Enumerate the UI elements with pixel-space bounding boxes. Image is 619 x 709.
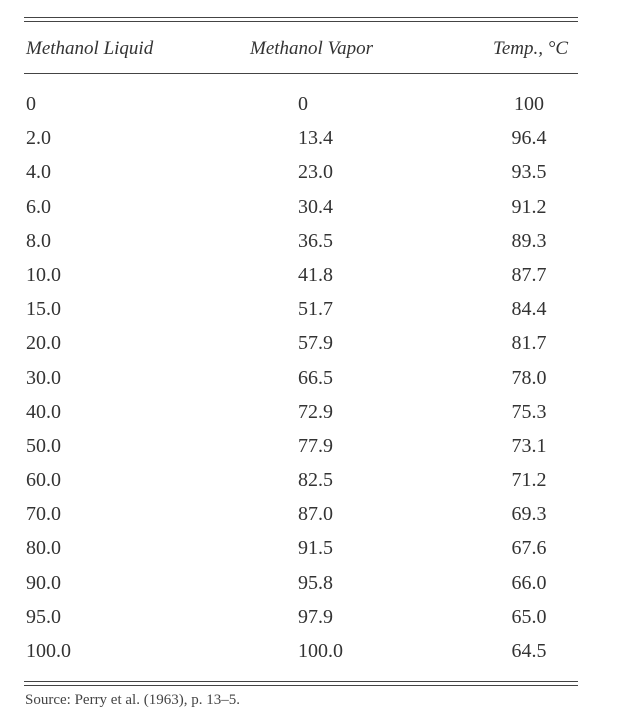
table-row (24, 229, 578, 263)
table-row (24, 434, 578, 468)
cell-temperature: 67.6 (511, 537, 547, 560)
cell-temperature: 73.1 (511, 434, 547, 457)
cell-methanol-vapor: 72.9 (298, 400, 333, 423)
cell-temperature: 89.3 (511, 229, 547, 252)
bottom-double-rule (24, 681, 578, 686)
cell-methanol-liquid: 100.0 (26, 640, 71, 662)
cell-methanol-liquid: 95.0 (26, 605, 61, 628)
cell-temperature: 64.5 (511, 640, 547, 662)
table-body (24, 74, 578, 681)
header-temperature: Temp., °C (493, 38, 568, 59)
table-row (24, 639, 578, 673)
cell-methanol-liquid: 6.0 (26, 195, 51, 218)
cell-methanol-liquid: 30.0 (26, 366, 61, 389)
cell-methanol-liquid: 8.0 (26, 229, 51, 252)
cell-methanol-vapor: 57.9 (298, 332, 333, 355)
cell-methanol-vapor: 91.5 (298, 537, 333, 560)
cell-methanol-vapor: 0 (298, 93, 308, 115)
cell-temperature: 84.4 (511, 298, 547, 321)
cell-methanol-vapor: 13.4 (298, 127, 333, 150)
header-methanol-liquid: Methanol Liquid (26, 38, 154, 59)
cell-methanol-liquid: 10.0 (26, 263, 61, 286)
cell-temperature: 66.0 (511, 571, 547, 594)
data-table (24, 17, 578, 686)
cell-methanol-liquid: 80.0 (26, 537, 61, 560)
cell-methanol-vapor: 36.5 (298, 229, 333, 252)
table-row (24, 400, 578, 434)
cell-methanol-liquid: 2.0 (26, 127, 51, 150)
table-row (24, 605, 578, 639)
table-row (24, 502, 578, 536)
cell-temperature: 81.7 (511, 332, 547, 355)
table-row (24, 468, 578, 502)
cell-methanol-vapor: 77.9 (298, 434, 333, 457)
cell-temperature: 65.0 (511, 605, 547, 628)
cell-methanol-liquid: 40.0 (26, 400, 61, 423)
cell-temperature: 100 (514, 93, 544, 115)
cell-temperature: 96.4 (511, 127, 547, 150)
cell-methanol-liquid: 20.0 (26, 332, 61, 355)
cell-temperature: 91.2 (511, 195, 547, 218)
cell-temperature: 78.0 (511, 366, 547, 389)
cell-temperature: 71.2 (511, 469, 547, 492)
cell-methanol-liquid: 50.0 (26, 434, 61, 457)
source-note: Source: Perry et al. (1963), p. 13–5. (25, 692, 240, 708)
cell-methanol-liquid: 15.0 (26, 298, 61, 321)
cell-methanol-liquid: 4.0 (26, 161, 51, 184)
cell-methanol-vapor: 41.8 (298, 263, 333, 286)
cell-methanol-vapor: 87.0 (298, 503, 333, 526)
cell-methanol-vapor: 95.8 (298, 571, 333, 594)
cell-methanol-liquid: 70.0 (26, 503, 61, 526)
cell-methanol-liquid: 90.0 (26, 571, 61, 594)
table-row (24, 297, 578, 331)
table-row (24, 160, 578, 194)
table-row (24, 92, 578, 126)
cell-temperature: 75.3 (511, 400, 547, 423)
cell-methanol-vapor: 51.7 (298, 298, 333, 321)
header-methanol-vapor: Methanol Vapor (250, 38, 373, 59)
table-row (24, 195, 578, 229)
cell-methanol-vapor: 23.0 (298, 161, 333, 184)
cell-methanol-vapor: 66.5 (298, 366, 333, 389)
cell-methanol-vapor: 97.9 (298, 605, 333, 628)
table-row (24, 366, 578, 400)
table-row (24, 536, 578, 570)
cell-temperature: 69.3 (511, 503, 547, 526)
cell-methanol-liquid: 60.0 (26, 469, 61, 492)
cell-methanol-vapor: 82.5 (298, 469, 333, 492)
cell-methanol-vapor: 30.4 (298, 195, 333, 218)
table-header (24, 22, 578, 73)
table-row (24, 331, 578, 365)
table-row (24, 263, 578, 297)
table-row (24, 126, 578, 160)
cell-temperature: 93.5 (511, 161, 547, 184)
cell-methanol-liquid: 0 (26, 93, 36, 115)
table-row (24, 571, 578, 605)
cell-temperature: 87.7 (511, 263, 547, 286)
cell-methanol-vapor: 100.0 (298, 640, 343, 662)
